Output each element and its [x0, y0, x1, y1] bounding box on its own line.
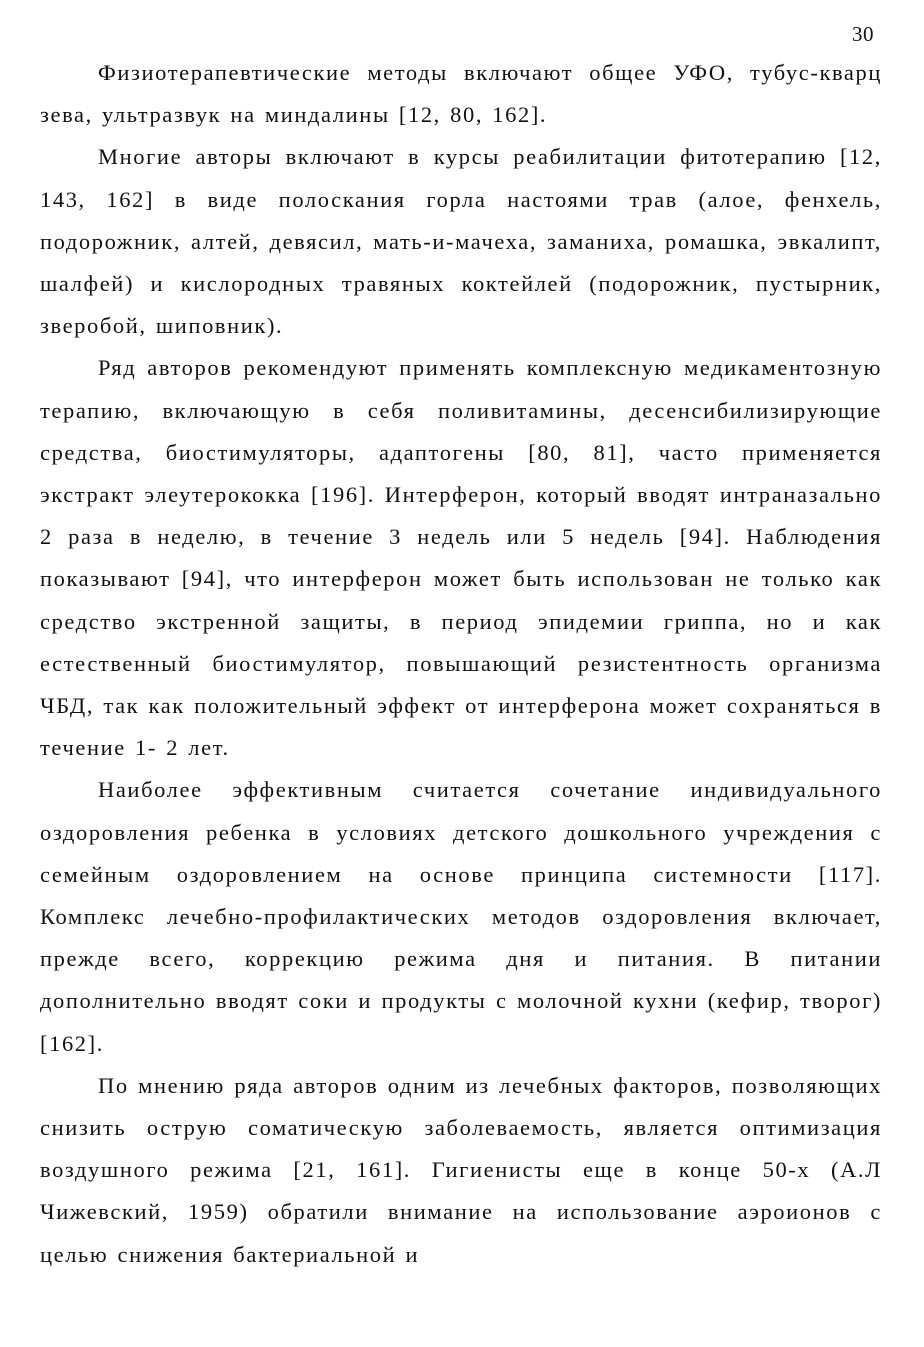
paragraph-medication-therapy: Ряд авторов рекомендуют применять комплексную медикаментозную терапию, включающую в себя поливитамины, десенсибилизирующие средства, биостимуляторы, адаптогены [80, 81], часто применяется экстракт элеутерококка [196]. Интерферон, который вводят интраназально 2 раза в неделю, в течение 3 недель или 5 недель [94]. Наблюдения показывают [94], что интерферон может быть использован не только как средство экстренной защиты, в период эпидемии гриппа, но и как естественный биостимулятор, повышающий резистентность организма ЧБД, так как положительный эффект от интерферона может сохраняться в течение 1- 2 лет.: [40, 355, 882, 761]
paragraph-physiotherapy: Физиотерапевтические методы включают общее УФО, тубус-кварц зева, ультразвук на миндалины [12, 80, 162].: [40, 60, 882, 128]
paragraph-complex-recovery: Наиболее эффективным считается сочетание индивидуального оздоровления ребенка в условиях детского дошкольного учреждения с семейным оздоровлением на основе принципа системности [117]. Комплекс лечебно-профилактических методов оздоровления включает, прежде всего, коррекцию режима дня и питания. В питании дополнительно вводят соки и продукты с молочной кухни (кефир, творог) [162].: [40, 777, 882, 1056]
page-number: 30: [852, 22, 874, 46]
body-text: [40, 52, 882, 1276]
paragraph-phytotherapy: Многие авторы включают в курсы реабилитации фитотерапию [12, 143, 162] в виде полоскания горла настоями трав (алое, фенхель, подорожник, алтей, девясил, мать-и-мачеха, заманиха, ромашка, эвкалипт, шалфей) и кислородных травяных коктейлей (подорожник, пустырник, зверобой, шиповник).: [40, 144, 882, 339]
paragraph-air-regime: По мнению ряда авторов одним из лечебных факторов, позволяющих снизить острую соматическую заболеваемость, является оптимизация воздушного режима [21, 161]. Гигиенисты еще в конце 50-х (А.Л Чижевский, 1959) обратили внимание на использование аэроионов с целью снижения бактериальной и: [40, 1072, 882, 1267]
